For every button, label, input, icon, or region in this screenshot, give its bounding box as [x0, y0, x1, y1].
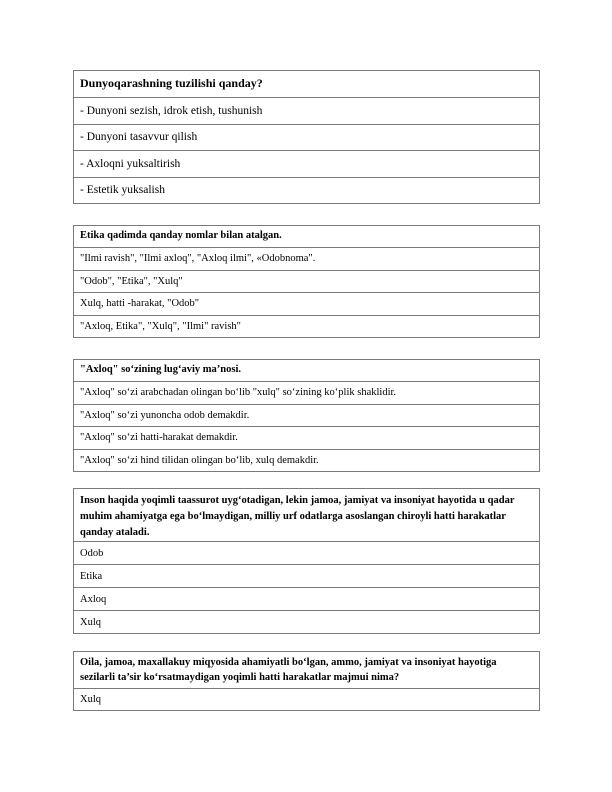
- answer-option: Xulq: [74, 688, 539, 710]
- answer-option: Xulq, hatti -harakat, "Odob": [74, 292, 539, 315]
- question-table-1: [73, 70, 540, 204]
- question-table-4: [73, 488, 540, 634]
- question-table-3: [73, 359, 540, 472]
- answer-option: "Axloq" so‘zi arabchadan olingan bo‘lib "xulq" so‘zining ko‘plik shaklidir.: [74, 381, 539, 404]
- question-text: Dunyoqarashning tuzilishi qanday?: [80, 76, 263, 90]
- question-table-5: [73, 651, 540, 711]
- answer-option: Odob: [74, 541, 539, 564]
- answer-option: "Odob", "Etika", "Xulq": [74, 270, 539, 293]
- answer-option: "Ilmi ravish", "Ilmi axloq", "Axloq ilmi", «Odobnoma".: [74, 247, 539, 270]
- answer-option: "Axloq" so‘zi hind tilidan olingan bo‘lib, xulq demakdir.: [74, 449, 539, 472]
- question-text: Inson haqida yoqimli taassurot uyg‘otadigan, lekin jamoa, jamiyat va insoniyat hayotida u qadar muhim ahamiyatga ega bo‘lmaydigan, milliy urf odatlarga asoslangan chiroyli hatti harakatlar qanday ataladi.: [80, 495, 515, 538]
- answer-option: Axloq: [74, 587, 539, 610]
- answer-option: - Estetik yuksalish: [74, 177, 539, 204]
- question-table-2: [73, 225, 540, 338]
- question-text: "Axloq" so‘zining lug‘aviy ma’nosi.: [80, 364, 242, 375]
- answer-option: - Dunyoni sezish, idrok etish, tushunish: [74, 97, 539, 124]
- question-text: Oila, jamoa, maxallakuy miqyosida ahamiyatli bo‘lgan, ammo, jamiyat va insoniyat hayotiga sezilarli ta’sir ko‘rsatmaydigan yoqimli hatti harakatlar majmui nima?: [80, 657, 497, 683]
- answer-option: "Axloq" so‘zi hatti-harakat demakdir.: [74, 426, 539, 449]
- answer-option: "Axloq, Etika", "Xulq", "Ilmi" ravish": [74, 315, 539, 338]
- answer-option: - Axloqni yuksaltirish: [74, 150, 539, 177]
- answer-option: Etika: [74, 564, 539, 587]
- answer-option: "Axloq" so‘zi yunoncha odob demakdir.: [74, 404, 539, 427]
- question-text: Etika qadimda qanday nomlar bilan atalgan.: [80, 230, 282, 241]
- answer-option: - Dunyoni tasavvur qilish: [74, 124, 539, 151]
- answer-option: Xulq: [74, 610, 539, 633]
